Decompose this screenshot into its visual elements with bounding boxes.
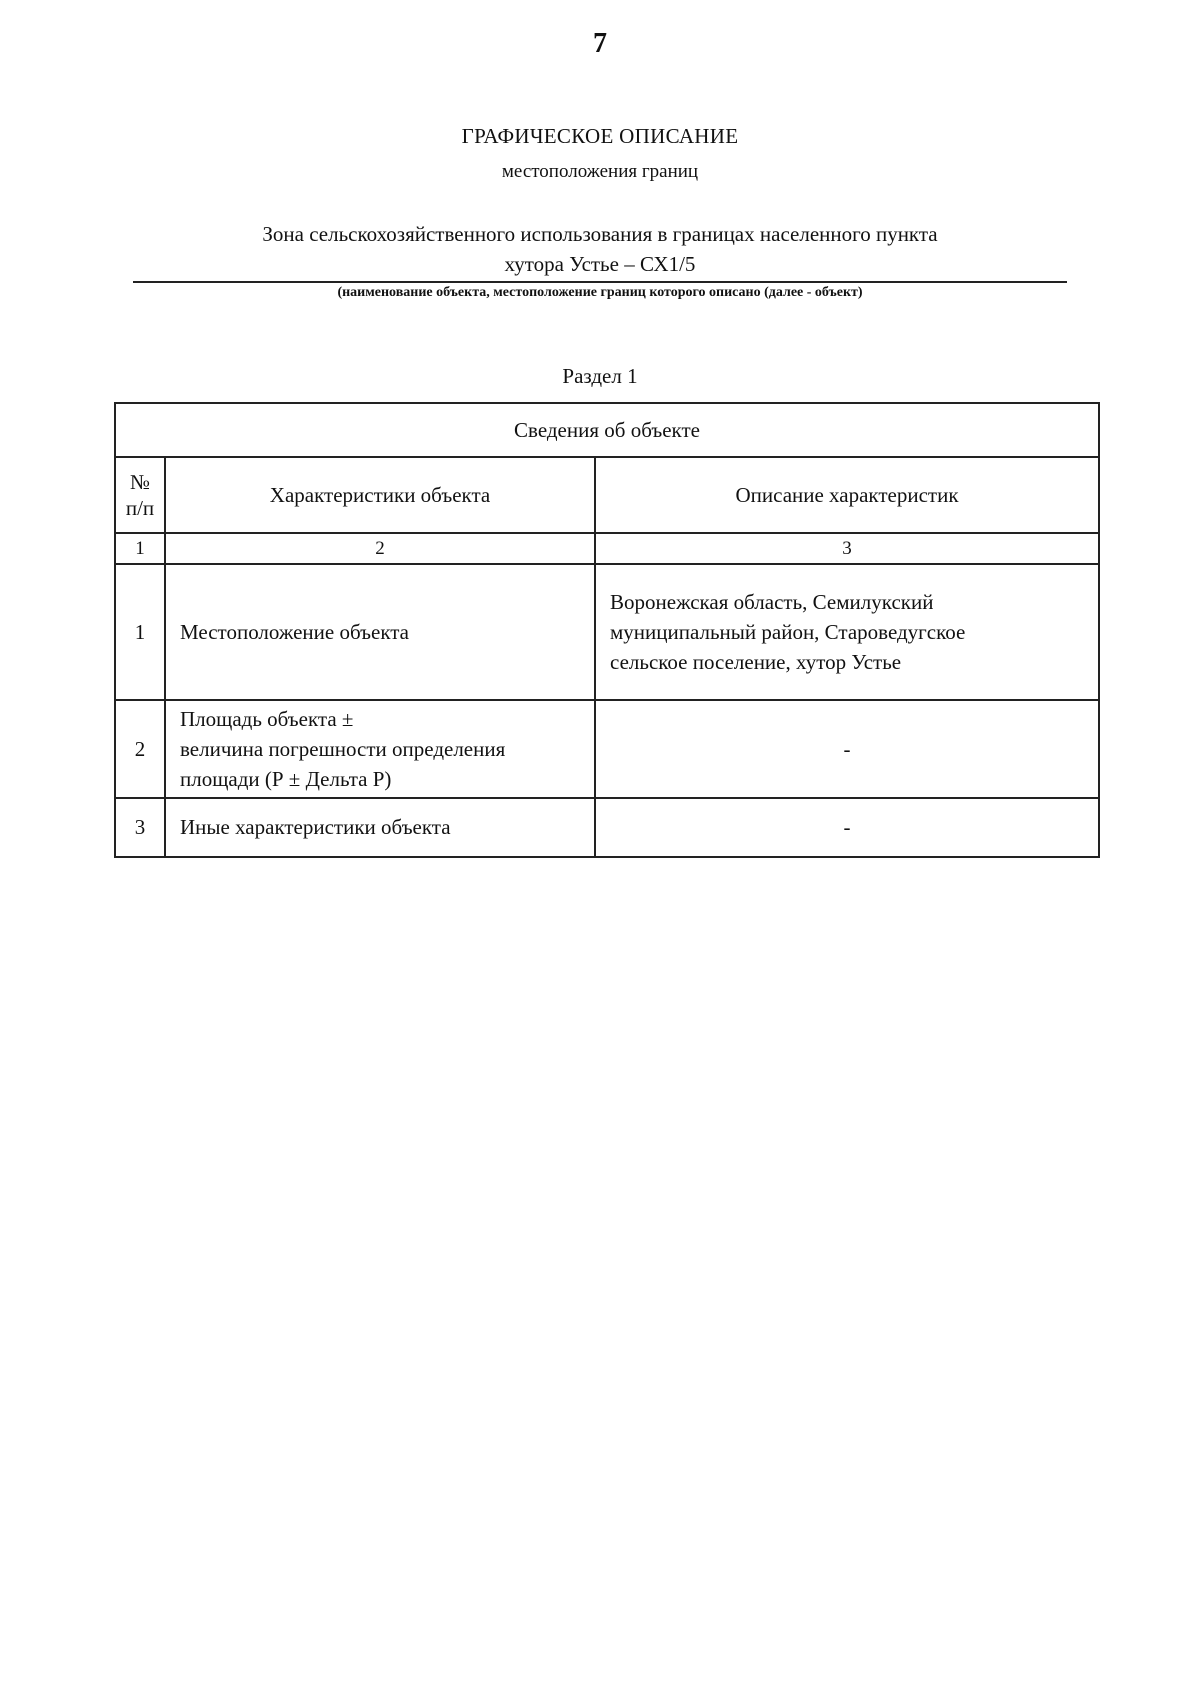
- row-characteristic-line: Площадь объекта ±: [180, 707, 354, 731]
- row-characteristic-line: площади (Р ± Дельта Р): [180, 767, 392, 791]
- column-number-2: 2: [165, 533, 595, 564]
- row-description: -: [595, 700, 1099, 798]
- row-characteristic: [165, 700, 595, 798]
- column-header-num-line2: п/п: [125, 496, 155, 520]
- row-number: 1: [115, 564, 165, 700]
- document-title: ГРАФИЧЕСКОЕ ОПИСАНИЕ: [461, 124, 739, 148]
- row-description-line: муниципальный район, Староведугское: [610, 620, 966, 644]
- column-number-1: 1: [115, 533, 165, 564]
- column-header-num-line1: №: [129, 470, 151, 494]
- column-header-description: Описание характеристик: [595, 457, 1099, 533]
- row-characteristic-line: Местоположение объекта: [180, 620, 410, 644]
- column-header-row: [115, 457, 1099, 533]
- section-title: Раздел 1: [562, 364, 638, 388]
- row-number: 2: [115, 700, 165, 798]
- row-description: -: [595, 798, 1099, 857]
- column-header-characteristic: Характеристики объекта: [165, 457, 595, 533]
- page-number: 7: [593, 28, 607, 59]
- table-header-row: [115, 403, 1099, 457]
- table-header: Сведения об объекте: [115, 403, 1099, 457]
- column-number-row: [115, 533, 1099, 564]
- document-subtitle: местоположения границ: [501, 161, 699, 182]
- object-name: [133, 219, 1067, 279]
- row-characteristic: Иные характеристики объекта: [165, 798, 595, 857]
- column-header-num: [115, 457, 165, 533]
- row-description: [595, 564, 1099, 700]
- object-name-line1: Зона сельскохозяйственного использования в границах населенного пункта: [262, 222, 938, 246]
- object-name-underline: [133, 281, 1067, 283]
- row-characteristic: [165, 564, 595, 700]
- table-row: [115, 798, 1099, 857]
- column-number-3: 3: [595, 533, 1099, 564]
- table-row: [115, 564, 1099, 700]
- row-description-line: сельское поселение, хутор Устье: [610, 650, 902, 674]
- row-description-line: Воронежская область, Семилукский: [610, 590, 934, 614]
- object-name-line2: хутора Устье – СХ1/5: [504, 252, 696, 276]
- row-number: 3: [115, 798, 165, 857]
- object-info-table: [114, 402, 1100, 858]
- object-name-caption: (наименование объекта, местоположение границ которого описано (далее - объект): [337, 285, 863, 300]
- table-row: [115, 700, 1099, 798]
- row-characteristic-line: величина погрешности определения: [180, 737, 506, 761]
